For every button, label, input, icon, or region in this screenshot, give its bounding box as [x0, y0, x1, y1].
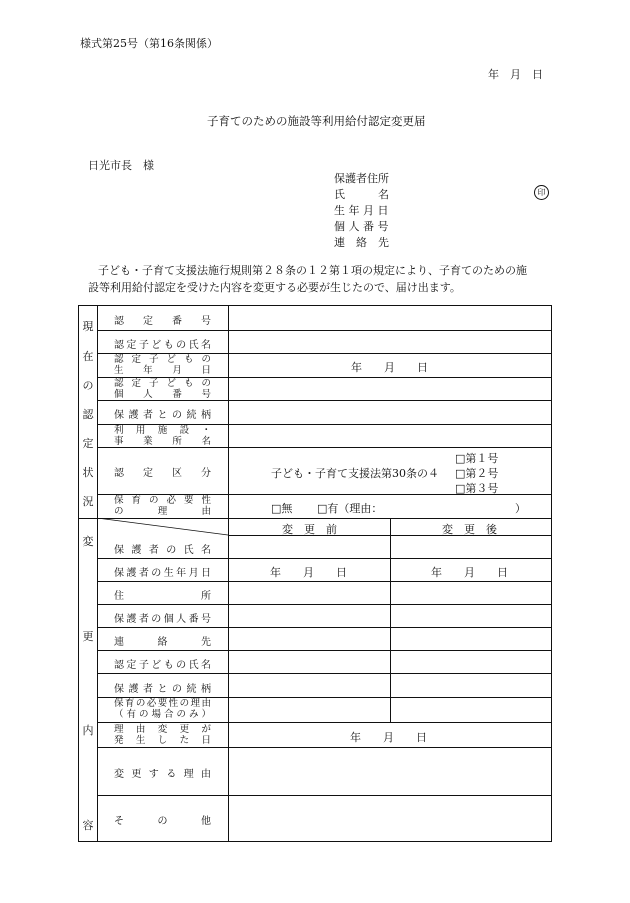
- applicant-name-label: 氏 名: [334, 188, 389, 201]
- category-option-1[interactable]: □第１号: [455, 452, 499, 465]
- seal-mark: 印: [534, 185, 549, 200]
- section-label-current-5: 定: [82, 437, 94, 450]
- change-date-value: 年 月 日: [350, 731, 427, 744]
- applicant-address-label: 保護者住所: [334, 172, 389, 185]
- intro-line-1: 子ども・子育て支援法施行規則第２８条の１２第１項の規定により、子育てのための施: [98, 264, 527, 277]
- necessity-close: ）: [515, 502, 526, 515]
- category-value: 子ども・子育て支援法第30条の４: [271, 467, 439, 480]
- current-birth-value: 年 月 日: [351, 361, 428, 374]
- submission-date: 年 月 日: [488, 68, 543, 81]
- label-facility: 利用施設・ 事業所名: [114, 425, 211, 447]
- applicant-mynumber-label: 個 人 番 号: [334, 220, 389, 233]
- header-before: 変 更 前: [282, 523, 337, 536]
- section-label-current-7: 況: [82, 495, 94, 508]
- label-contact: 連 絡 先: [114, 637, 211, 648]
- section-label-current-3: の: [82, 379, 94, 392]
- necessity-yes[interactable]: □有（理由：: [317, 502, 383, 515]
- before-birth-value: 年 月 日: [270, 566, 347, 579]
- label-guardian-birth: 保護者の生年月日: [114, 568, 211, 579]
- applicant-contact-label: 連 絡 先: [334, 236, 389, 249]
- label-child-name-change: 認定子どもの氏名: [114, 660, 211, 671]
- section-label-change-1: 変: [82, 535, 94, 548]
- category-option-3[interactable]: □第３号: [455, 482, 499, 495]
- form-title: 子育てのための施設等利用給付認定変更届: [207, 114, 426, 128]
- section-label-current-6: 状: [82, 466, 94, 479]
- section-label-current-1: 現: [82, 320, 94, 333]
- applicant-birth-label: 生 年 月 日: [334, 204, 389, 217]
- label-guardian-name: 保護者の氏名: [114, 545, 211, 556]
- necessity-none[interactable]: □無: [271, 502, 293, 515]
- label-relation: 保護者との続柄: [114, 410, 211, 421]
- header-after: 変 更 後: [442, 523, 497, 536]
- diagonal-slash: [97, 518, 229, 536]
- label-other: そ の 他: [114, 816, 211, 827]
- label-child-mynumber: 認定子どもの 個 人 番 号: [114, 378, 211, 400]
- label-change-date: 理由変更が 発生した日: [114, 724, 211, 746]
- category-option-2[interactable]: □第２号: [455, 467, 499, 480]
- section-label-change-4: 容: [82, 819, 94, 832]
- label-relation-change: 保護者との続柄: [114, 684, 211, 695]
- section-label-change-2: 更: [82, 630, 94, 643]
- label-guardian-mynumber: 保護者の個人番号: [114, 614, 211, 625]
- section-label-change-3: 内: [82, 724, 94, 737]
- label-category: 認 定 区 分: [114, 468, 211, 479]
- label-child-name: 認定子どもの氏名: [114, 340, 211, 351]
- label-child-birth: 認定子どもの 生 年 月 日: [114, 354, 211, 376]
- section-label-current-4: 認: [82, 408, 94, 421]
- intro-line-2: 設等利用給付認定を受けた内容を変更する必要が生じたので、届け出ます。: [88, 281, 461, 294]
- label-necessity: 保育の必要性 の 理 由: [114, 495, 211, 517]
- label-change-reason: 変更する理由: [114, 769, 211, 780]
- label-necessity-change: 保育の必要性の理由 （有の場合のみ）: [114, 698, 211, 720]
- section-label-current-2: 在: [82, 350, 94, 363]
- form-number: 様式第25号（第16条関係）: [80, 37, 218, 50]
- after-birth-value: 年 月 日: [431, 566, 508, 579]
- label-cert-number: 認 定 番 号: [114, 316, 211, 327]
- addressee: 日光市長 様: [88, 159, 154, 172]
- label-address: 住 所: [114, 591, 211, 602]
